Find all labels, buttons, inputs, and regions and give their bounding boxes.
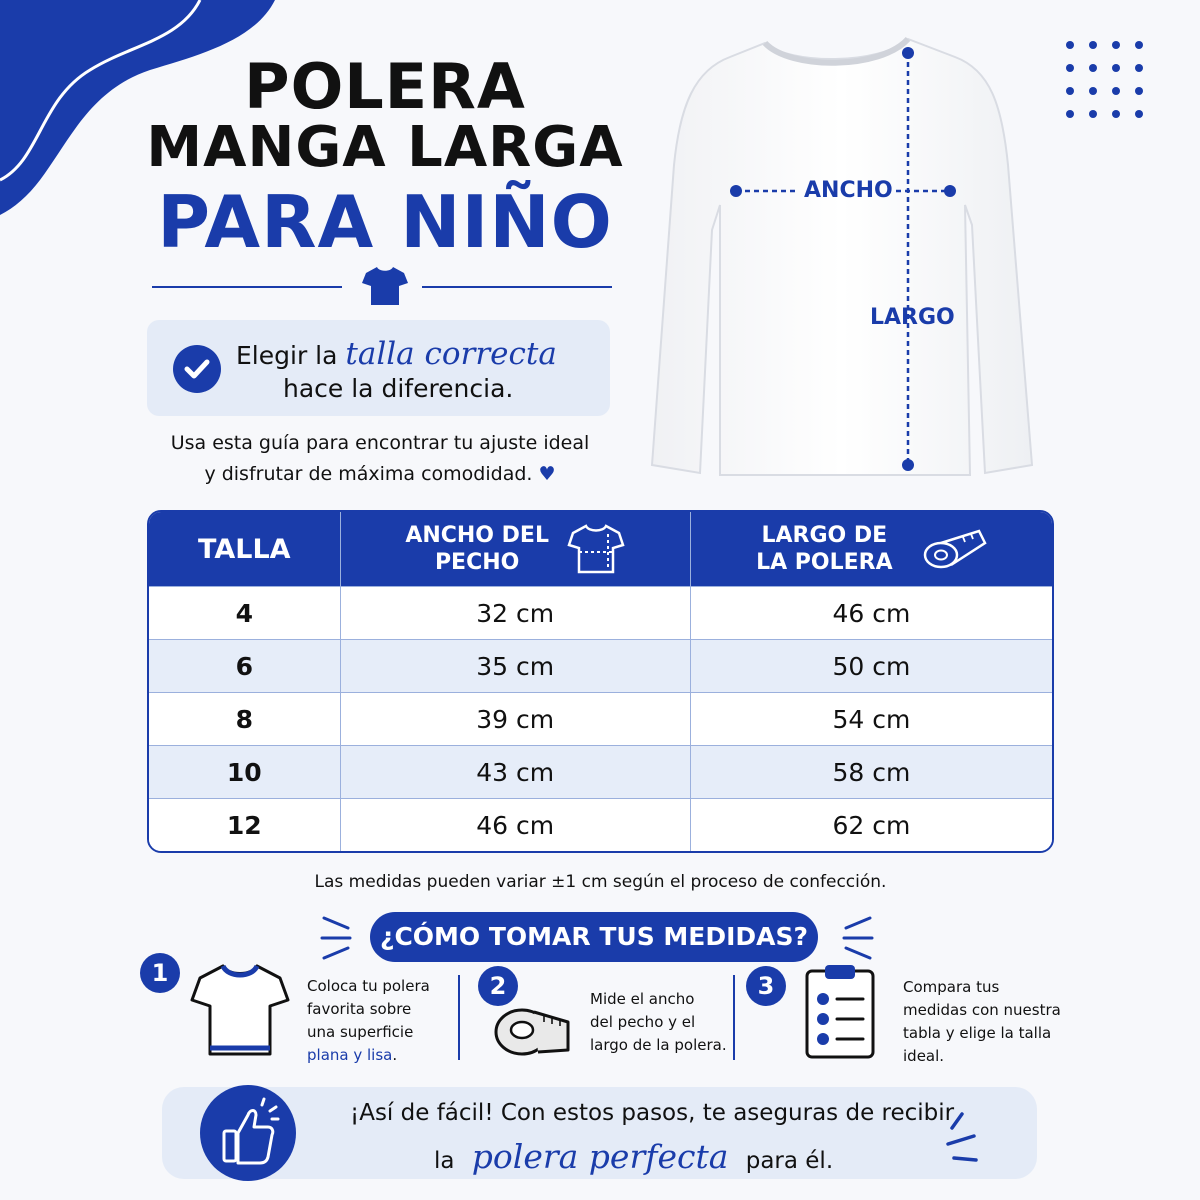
table-header-row — [149, 512, 1052, 586]
step-1-period: . — [392, 1046, 398, 1064]
header-size: TALLA — [149, 512, 340, 586]
heart-icon: ♥ — [538, 463, 556, 485]
step-1-highlight: plana y lisa — [307, 1046, 393, 1064]
step-1-line-2: favorita sobre — [307, 1000, 412, 1018]
size-cell: 6 — [149, 639, 340, 692]
chest-cell: 43 cm — [340, 745, 690, 798]
tagline-line-2: hace la diferencia. — [283, 374, 514, 403]
step-divider — [458, 975, 460, 1060]
size-cell: 10 — [149, 745, 340, 798]
howto-banner: ¿CÓMO TOMAR TUS MEDIDAS? — [370, 912, 818, 962]
footer-line-2 — [434, 1137, 833, 1176]
thumbs-up-icon — [200, 1085, 296, 1181]
measurement-note: Las medidas pueden variar ±1 cm según el proceso de confección. — [314, 872, 887, 892]
dot-grid-decoration — [1060, 35, 1160, 125]
burst-left-icon — [318, 912, 362, 964]
step-3-line-2: medidas con nuestra — [903, 1001, 1061, 1019]
title-line-3: PARA NIÑO — [157, 180, 613, 264]
step-2-line-1: Mide el ancho — [590, 990, 695, 1008]
tshirt-icon — [362, 265, 408, 307]
step-1-text — [307, 975, 430, 1067]
table-row — [149, 798, 1052, 851]
title-line-2: MANGA LARGA — [146, 115, 624, 180]
step-2-number: 2 — [478, 966, 518, 1006]
tshirt-measure-icon — [567, 522, 625, 576]
step-1-line-1: Coloca tu polera — [307, 977, 430, 995]
size-cell: 8 — [149, 692, 340, 745]
step-3-text — [903, 976, 1061, 1068]
table-row — [149, 586, 1052, 639]
chest-cell: 46 cm — [340, 798, 690, 851]
step-1-number: 1 — [140, 953, 180, 993]
header-chest-line-1: ANCHO DEL — [405, 523, 549, 548]
length-cell: 54 cm — [690, 692, 1052, 745]
footer-line-1: ¡Así de fácil! Con estos pasos, te aseguras de recibir — [350, 1100, 955, 1126]
length-label: LARGO — [870, 305, 955, 330]
header-chest-line-2: PECHO — [434, 550, 520, 575]
step-3-line-4: ideal. — [903, 1047, 945, 1065]
burst-right-icon — [832, 912, 876, 964]
tape-roll-icon — [492, 1000, 574, 1062]
header-length-line-2: LA POLERA — [756, 550, 893, 575]
step-2-text — [590, 988, 727, 1057]
table-row — [149, 639, 1052, 692]
chest-cell: 39 cm — [340, 692, 690, 745]
title-divider-left — [152, 286, 342, 288]
title-line-1: POLERA — [244, 50, 526, 123]
width-label: ANCHO — [804, 178, 893, 203]
step-2-line-3: largo de la polera. — [590, 1036, 727, 1054]
table-row — [149, 745, 1052, 798]
length-cell: 46 cm — [690, 586, 1052, 639]
header-length-line-1: LARGO DE — [761, 523, 888, 548]
step-3-line-1: Compara tus — [903, 978, 1000, 996]
intro-line-1: Usa esta guía para encontrar tu ajuste ideal — [170, 432, 590, 454]
measuring-tape-icon — [921, 525, 987, 573]
tagline-line-1 — [236, 336, 557, 372]
title-divider-right — [422, 286, 612, 288]
table-row — [149, 692, 1052, 745]
length-cell: 62 cm — [690, 798, 1052, 851]
footer-pre: la — [434, 1148, 455, 1174]
step-3-line-3: tabla y elige la talla — [903, 1024, 1052, 1042]
chest-cell: 32 cm — [340, 586, 690, 639]
chest-cell: 35 cm — [340, 639, 690, 692]
size-cell: 12 — [149, 798, 340, 851]
tshirt-flat-icon — [190, 960, 290, 1060]
footer-post: para él. — [745, 1148, 834, 1174]
intro-line-2-text: y disfrutar de máxima comodidad. — [204, 463, 533, 485]
step-1-line-3: una superficie — [307, 1023, 414, 1041]
checkmark-icon — [173, 345, 221, 393]
step-2-line-2: del pecho y el — [590, 1013, 696, 1031]
shirt-body — [652, 39, 1032, 475]
sparkle-lines-icon — [940, 1108, 992, 1164]
shirt-diagram — [640, 25, 1040, 485]
length-cell: 50 cm — [690, 639, 1052, 692]
step-3-number: 3 — [746, 966, 786, 1006]
footer-highlight: polera perfecta — [471, 1137, 729, 1176]
intro-text — [150, 428, 610, 490]
tagline-part-1: Elegir la — [236, 341, 338, 370]
length-cell: 58 cm — [690, 745, 1052, 798]
header-chest — [340, 512, 690, 586]
intro-line-2 — [150, 459, 610, 490]
step-divider — [733, 975, 735, 1060]
size-cell: 4 — [149, 586, 340, 639]
header-length — [690, 512, 1052, 586]
step-1-line-4 — [307, 1044, 430, 1067]
size-table — [147, 510, 1054, 853]
tagline-highlight: talla correcta — [345, 336, 557, 372]
clipboard-checklist-icon — [803, 963, 877, 1059]
